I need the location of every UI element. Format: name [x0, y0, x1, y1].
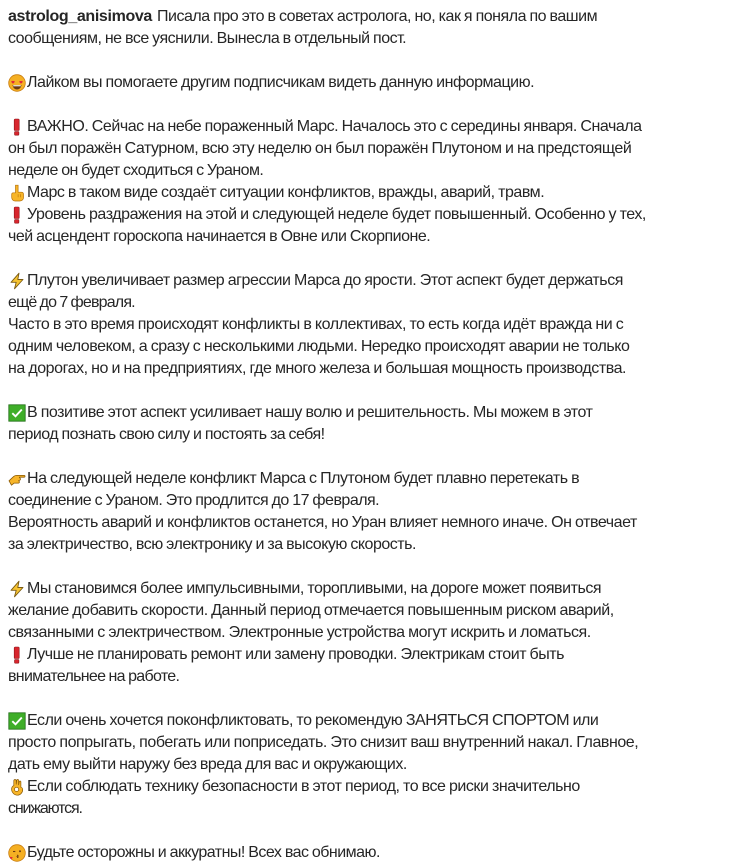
lightning-icon: [8, 580, 26, 598]
caption-line: [8, 358, 751, 380]
caption-line: [8, 314, 751, 336]
pointing-up-icon: [8, 184, 26, 202]
caption-line: [8, 534, 751, 556]
caption-line: [8, 424, 751, 446]
caption-line: [8, 270, 751, 292]
ok-hand-icon: [8, 778, 26, 796]
caption-text: дать ему выйти наружу без вреда для вас и окружающих.: [8, 756, 407, 773]
blank-line: [8, 446, 751, 468]
blank-line: [8, 94, 751, 116]
kissing-face-icon: [8, 844, 26, 862]
caption-text: Если очень хочется поконфликтовать, то рекомендую ЗАНЯТЬСЯ СПОРТОМ или: [27, 712, 599, 729]
caption-line: [8, 776, 751, 798]
caption-text: желание добавить скорости. Данный период отмечается повышенным риском аварий,: [8, 602, 614, 619]
check-mark-icon: [8, 712, 26, 730]
caption-line: [8, 226, 751, 248]
blank-line: [8, 820, 751, 842]
username-link[interactable]: astrolog_anisimova: [8, 8, 152, 25]
caption-text: сообщениям, не все уяснили. Вынесла в отдельный пост.: [8, 30, 407, 47]
caption-text: Часто в это время происходят конфликты в коллективах, то есть когда идёт вражда ни с: [8, 316, 624, 333]
caption-line: [8, 644, 751, 666]
exclamation-icon: [8, 206, 26, 224]
blank-line: [8, 688, 751, 710]
caption-text: Если соблюдать технику безопасности в этот период, то все риски значительно: [27, 778, 580, 795]
caption-text: Будьте осторожны и аккуратны! Всех вас обнимаю.: [27, 844, 380, 861]
caption-text: ещё до 7 февраля.: [8, 294, 135, 311]
blank-line: [8, 380, 751, 402]
caption-text: одним человеком, а сразу с несколькими людьми. Нередко происходят аварии не только: [8, 338, 630, 355]
caption-text: связанными с электричеством. Электронные устройства могут искрить и ломаться.: [8, 624, 591, 641]
caption-line: [8, 622, 751, 644]
exclamation-icon: [8, 646, 26, 664]
caption-line: [8, 732, 751, 754]
caption-line: [8, 204, 751, 226]
caption-text: внимательнее на работе.: [8, 668, 180, 685]
caption-line: [8, 754, 751, 776]
caption-line: [8, 578, 751, 600]
caption-text: Мы становимся более импульсивными, торопливыми, на дороге может появиться: [27, 580, 602, 597]
caption-line: [8, 666, 751, 688]
exclamation-icon: [8, 118, 26, 136]
caption-text: на дорогах, но и на предприятиях, где много железа и большая мощность производства.: [8, 360, 627, 377]
caption-line: [8, 798, 751, 820]
heart-eyes-icon: [8, 74, 26, 92]
caption-line: [8, 402, 751, 424]
caption-line: [8, 116, 751, 138]
caption-line: [8, 600, 751, 622]
blank-line: [8, 50, 751, 72]
pointing-right-icon: [8, 470, 26, 488]
caption-text: он был поражён Сатурном, всю эту неделю он был поражён Плутоном и на предстоящей: [8, 140, 632, 157]
caption-line: [8, 28, 751, 50]
caption-line: [8, 72, 751, 94]
caption-text: Плутон увеличивает размер агрессии Марса до ярости. Этот аспект будет держаться: [27, 272, 623, 289]
caption-text: неделе он будет сходиться с Ураном.: [8, 162, 264, 179]
caption-text: снижаются.: [8, 800, 82, 817]
blank-line: [8, 556, 751, 578]
caption-text: соединение с Ураном. Это продлится до 17 февраля.: [8, 492, 380, 509]
caption-line: [8, 6, 751, 28]
caption-text: просто попрыгать, побегать или поприседать. Это снизит ваш внутренний накал. Главное,: [8, 734, 639, 751]
caption-text: период познать свою силу и постоять за себя!: [8, 426, 325, 443]
caption-text: Писала про это в советах астролога, но, как я поняла по вашим: [156, 8, 598, 25]
caption-line: [8, 710, 751, 732]
caption-line: [8, 490, 751, 512]
caption-line: [8, 160, 751, 182]
caption-text: Уровень раздражения на этой и следующей неделе будет повышенный. Особенно у тех,: [27, 206, 646, 223]
caption-text: ВАЖНО. Сейчас на небе пораженный Марс. Началось это с середины января. Сначала: [27, 118, 642, 135]
caption-text: Марс в таком виде создаёт ситуации конфликтов, вражды, аварий, травм.: [27, 184, 545, 201]
lightning-icon: [8, 272, 26, 290]
caption-line: [8, 468, 751, 490]
check-mark-icon: [8, 404, 26, 422]
caption-text: за электричество, всю электронику и за высокую скорость.: [8, 536, 416, 553]
caption-text: чей асцендент гороскопа начинается в Овне или Скорпионе.: [8, 228, 431, 245]
caption-text: Лучше не планировать ремонт или замену проводки. Электрикам стоит быть: [27, 646, 565, 663]
caption-line: [8, 182, 751, 204]
caption-text: Вероятность аварий и конфликтов останется, но Уран влияет немного иначе. Он отвечает: [8, 514, 637, 531]
blank-line: [8, 248, 751, 270]
caption-line: [8, 512, 751, 534]
caption-line: [8, 292, 751, 314]
caption-line: [8, 138, 751, 160]
caption-text: Лайком вы помогаете другим подписчикам видеть данную информацию.: [27, 74, 535, 91]
caption-text: На следующей неделе конфликт Марса с Плутоном будет плавно перетекать в: [27, 470, 580, 487]
caption-line: [8, 336, 751, 358]
caption-text: В позитиве этот аспект усиливает нашу волю и решительность. Мы можем в этот: [27, 404, 593, 421]
caption-line: [8, 842, 751, 864]
